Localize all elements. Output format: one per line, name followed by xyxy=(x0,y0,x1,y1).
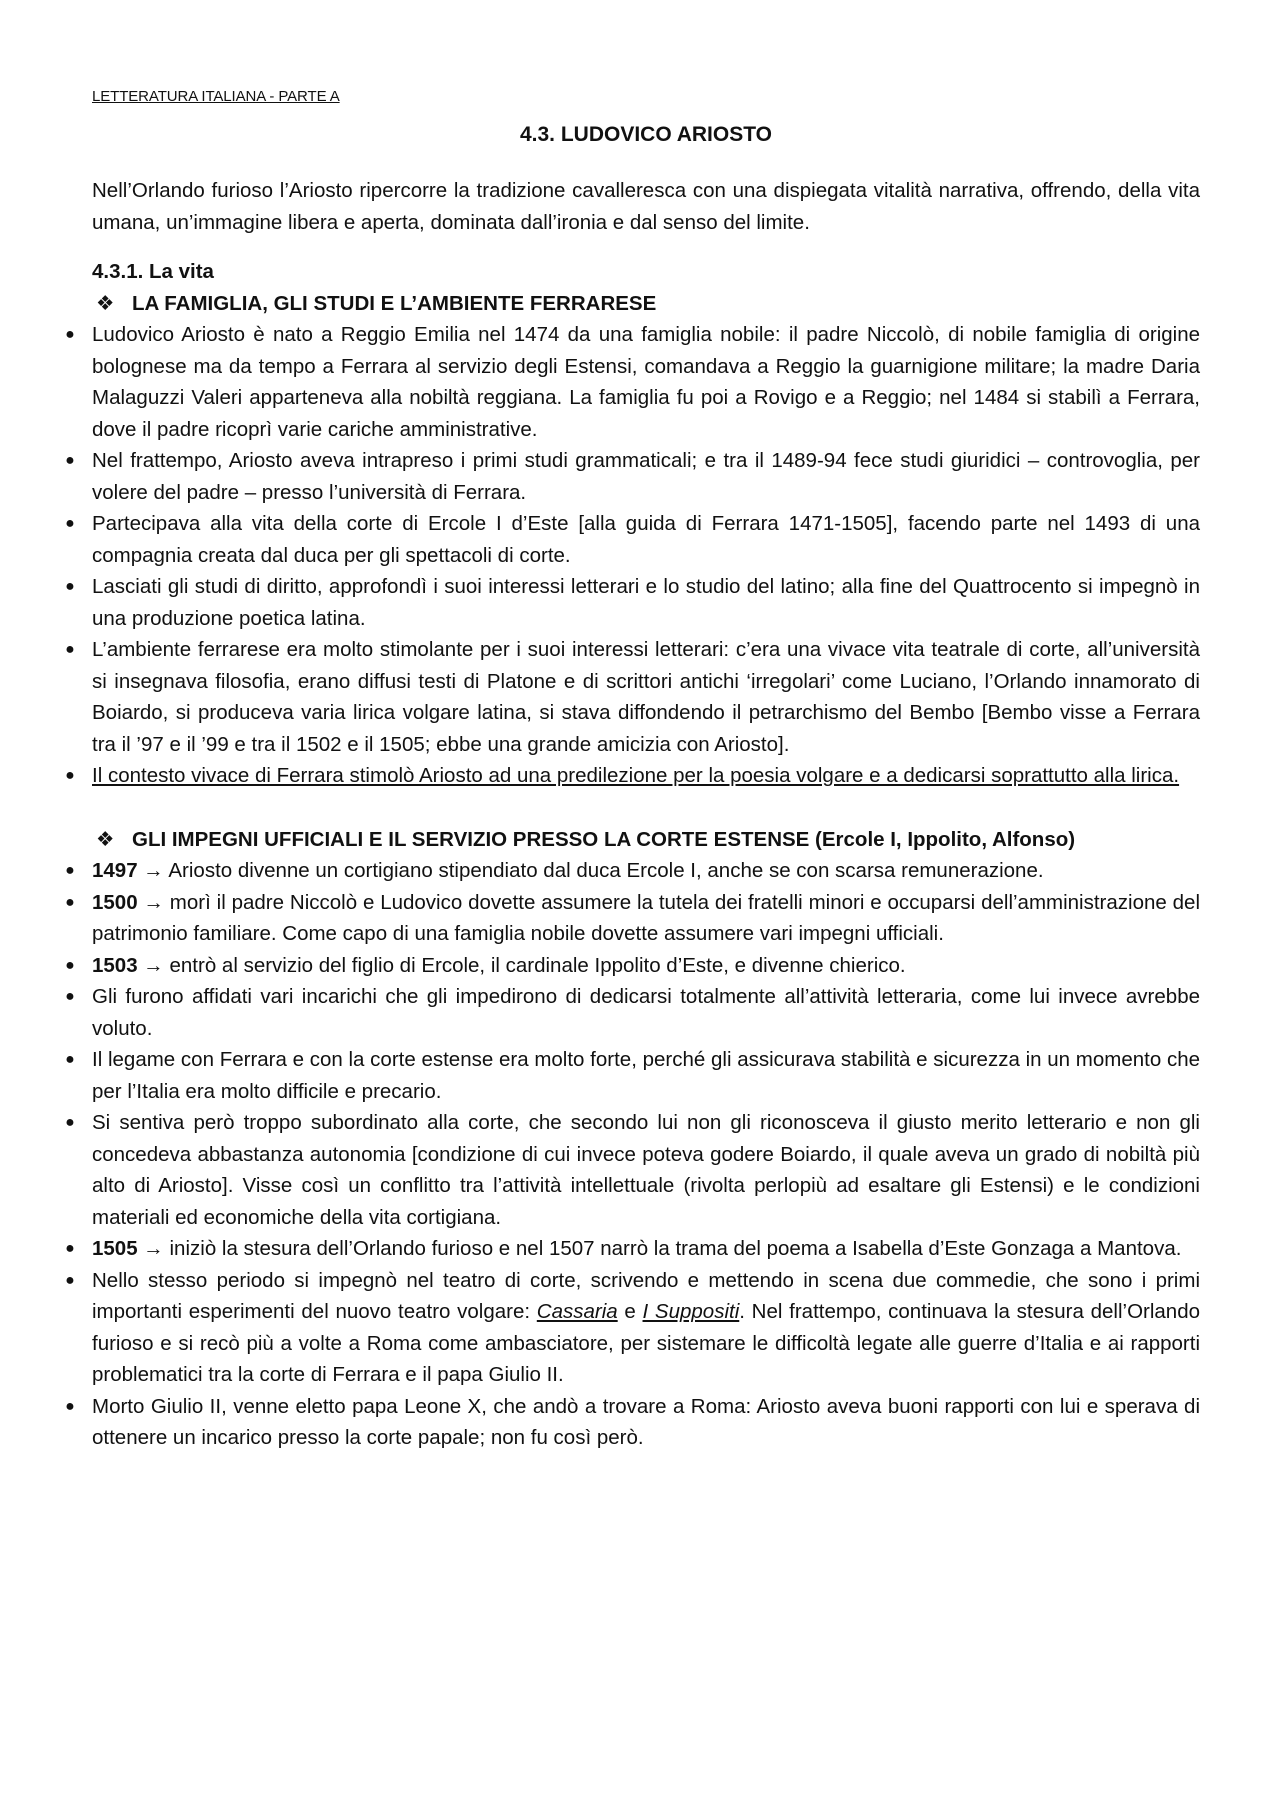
year-label: 1497 xyxy=(92,859,138,882)
section-heading-text: LA FAMIGLIA, GLI STUDI E L’AMBIENTE FERRARESE xyxy=(132,291,657,315)
section-heading-official-duties xyxy=(92,824,1200,856)
section-heading-family xyxy=(92,288,1200,320)
bullet-icon: ● xyxy=(65,515,75,532)
diamond-bullet-icon: ❖ xyxy=(96,827,115,851)
diamond-bullet-icon: ❖ xyxy=(96,291,115,315)
bullet-icon: ● xyxy=(65,767,75,784)
section1-list xyxy=(65,319,1200,792)
list-item: ● 1503 → entrò al servizio del figlio di Ercole, il cardinale Ippolito d’Este, e divenne chierico. xyxy=(92,950,1200,982)
bullet-icon: ● xyxy=(65,452,75,469)
year-label: 1505 xyxy=(92,1237,138,1260)
subsection-title: 4.3.1. La vita xyxy=(92,260,214,283)
list-item: ● Lasciati gli studi di diritto, approfondì i suoi interessi letterari e lo studio del latino; alla fine del Quattrocento si impegnò in una produzione poetica latina. xyxy=(92,571,1200,634)
list-item: ● 1500 → morì il padre Niccolò e Ludovico dovette assumere la tutela dei fratelli minori e occuparsi dell’amministrazione del patrimonio familiare. Come capo di una famiglia nobile dovette assumere vari impegni ufficiali. xyxy=(92,887,1200,950)
bullet-icon: ● xyxy=(65,1114,75,1131)
bullet-icon: ● xyxy=(65,956,75,974)
section-heading-text: GLI IMPEGNI UFFICIALI E IL SERVIZIO PRESSO LA CORTE ESTENSE (Ercole I, Ippolito, Alfonso) xyxy=(132,827,1076,851)
bullet-icon: ● xyxy=(65,1271,75,1289)
list-item: ● Si sentiva però troppo subordinato alla corte, che secondo lui non gli riconosceva il giusto merito letterario e non gli concedeva abbastanza autonomia [condizione di cui invece poteva godere Boiardo, il quale aveva un grado di nobiltà più alto di Ariosto]. Visse così un conflitto tra l’attività intellettuale (rivolta perlopiù ad esaltare gli Estensi) e le condizioni materiali ed economiche della vita cortigiana. xyxy=(92,1107,1200,1233)
year-label: 1500 xyxy=(92,890,138,914)
bullet-icon: ● xyxy=(65,578,75,595)
bullet-icon: ● xyxy=(65,1051,75,1068)
list-item: ● Gli furono affidati vari incarichi che gli impedirono di dedicarsi totalmente all’attività letteraria, come lui invece avrebbe voluto. xyxy=(92,981,1200,1044)
list-item-underlined: ● Il contesto vivace di Ferrara stimolò Ariosto ad una predilezione per la poesia volgare e a dedicarsi soprattutto alla lirica. xyxy=(92,760,1200,792)
spacer xyxy=(92,792,1200,824)
bullet-icon: ● xyxy=(65,988,75,1005)
list-item: ● Morto Giulio II, venne eletto papa Leone X, che andò a trovare a Roma: Ariosto aveva buoni rapporti con lui e sperava di ottenere un incarico presso la corte papale; non fu così però. xyxy=(92,1391,1200,1454)
list-item: ● 1497 → Ariosto divenne un cortigiano stipendiato dal duca Ercole I, anche se con scarsa remunerazione. xyxy=(92,855,1200,887)
bullet-icon: ● xyxy=(65,893,75,911)
list-item: ● Nel frattempo, Ariosto aveva intrapreso i primi studi grammaticali; e tra il 1489-94 fece studi giuridici – controvoglia, per volere del padre – presso l’università di Ferrara. xyxy=(92,445,1200,508)
bullet-icon: ● xyxy=(65,641,75,658)
list-item: ● Nello stesso periodo si impegnò nel teatro di corte, scrivendo e mettendo in scena due commedie, che sono i primi importanti esperimenti del nuovo teatro volgare: Cassaria e I Suppositi. Nel frattempo, continuava la stesura dell’Orlando furioso e si recò più a volte a Roma come ambasciatore, per sistemare le difficoltà legate alle guerre d’Italia e ai rapporti problematici tra la corte di Ferrara e il papa Giulio II. xyxy=(92,1265,1200,1391)
bullet-icon: ● xyxy=(65,326,75,343)
list-item: ● Il legame con Ferrara e con la corte estense era molto forte, perché gli assicurava stabilità e sicurezza in un momento che per l’Italia era molto difficile e precario. xyxy=(92,1044,1200,1107)
bullet-icon: ● xyxy=(65,1240,75,1257)
bullet-icon: ● xyxy=(65,862,75,879)
year-label: 1503 xyxy=(92,953,138,977)
bullet-icon: ● xyxy=(65,1397,75,1415)
list-item: ● Partecipava alla vita della corte di Ercole I d’Este [alla guida di Ferrara 1471-1505], facendo parte nel 1493 di una compagnia creata dal duca per gli spettacoli di corte. xyxy=(92,508,1200,571)
course-header: LETTERATURA ITALIANA - PARTE A xyxy=(92,88,340,105)
list-item: ● Ludovico Ariosto è nato a Reggio Emilia nel 1474 da una famiglia nobile: il padre Niccolò, di nobile famiglia di origine bolognese ma da tempo a Ferrara al servizio degli Estensi, comandava a Reggio la guarnigione militare; la madre Daria Malaguzzi Valeri apparteneva alla nobiltà reggiana. La famiglia fu poi a Rovigo e a Reggio; nel 1484 si stabilì a Ferrara, dove il padre ricoprì varie cariche amministrative. xyxy=(92,319,1200,445)
section2-list xyxy=(65,855,1201,1454)
work-title: I Suppositi xyxy=(642,1300,740,1323)
chapter-title: 4.3. LUDOVICO ARIOSTO xyxy=(519,123,773,146)
list-item: ● L’ambiente ferrarese era molto stimolante per i suoi interessi letterari: c’era una vivace vita teatrale di corte, all’università si insegnava filosofia, erano diffusi testi di Platone e di scrittori antichi ‘irregolari’ come Luciano, l’Orlando innamorato di Boiardo, si produceva varia lirica volgare latina, si stava diffondendo il petrarchismo del Bembo [Bembo visse a Ferrara tra il ’97 e il ’99 e tra il 1502 e il 1505; ebbe una grande amicizia con Ariosto]. xyxy=(92,634,1200,760)
work-title: Cassaria xyxy=(536,1300,618,1323)
intro-paragraph: Nell’Orlando furioso l’Ariosto ripercorre la tradizione cavalleresca con una dispiegata vitalità narrativa, offrendo, della vita umana, un’immagine libera e aperta, dominata dall’ironia e dal senso del limite. xyxy=(92,179,1200,234)
list-item: ● 1505 → iniziò la stesura dell’Orlando furioso e nel 1507 narrò la trama del poema a Isabella d’Este Gonzaga a Mantova. xyxy=(92,1233,1200,1265)
